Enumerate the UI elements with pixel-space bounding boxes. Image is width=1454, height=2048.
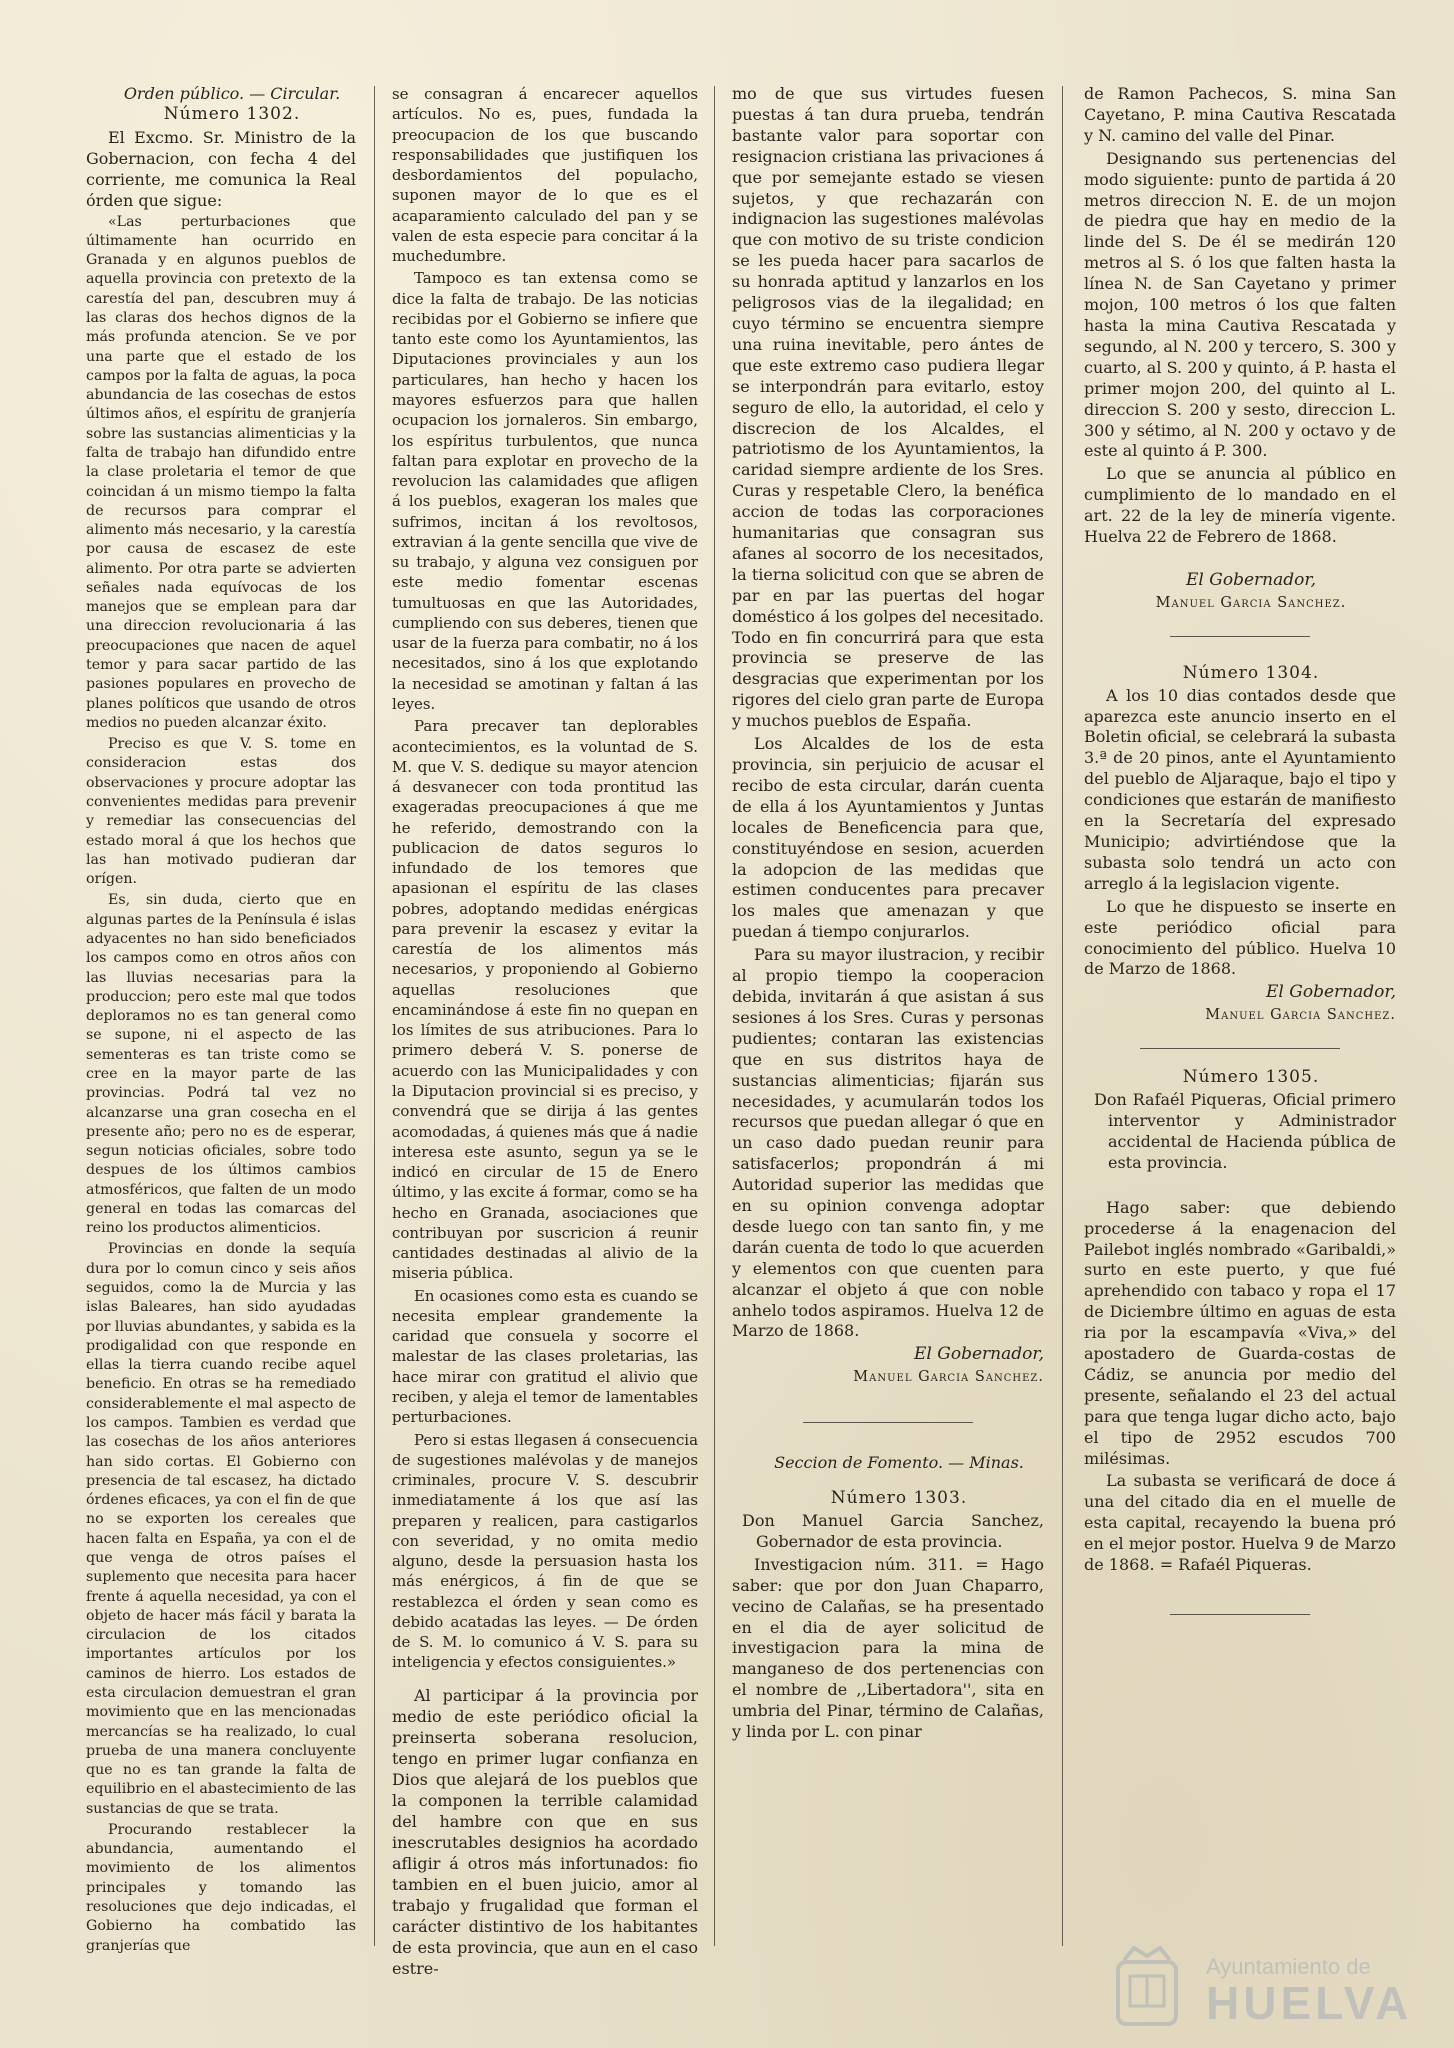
column-divider bbox=[1062, 86, 1063, 1946]
watermark bbox=[1096, 1942, 1426, 2028]
section-divider bbox=[803, 1422, 973, 1423]
paragraph: Para su mayor ilustracion, y recibir al propio tiempo la cooperacion debida, invitarán á que asistan á sus sesiones á los Sres. Curas y personas pudientes; contaran las existencias que en sus distritos haya de sustancias alimenticias; fijarán sus necesidades, y acumularán todos los recursos que puedan allegar ó que en un caso dado puedan reunir para satisfacerlos; propondrán á mi Autoridad superior las medidas que en su opinion convenga adoptar desde luego con tan santo fin, y me darán cuenta de todo lo que acuerden y elementos con que cuenten para alcanzar el objeto á que con noble anhelo todos aspiramos. Huelva 12 de Marzo de 1868. bbox=[732, 945, 1044, 1341]
paragraph: En ocasiones como esta es cuando se necesita emplear grandemente la caridad que consuela y socorre el malestar de las clases proletarias, las hace mirar con gratitud el alivio que reciben, y aleja el temor de lamentables perturbaciones. bbox=[392, 1286, 698, 1427]
paragraph: Investigacion núm. 311. = Hago saber: que por don Juan Chaparro, vecino de Calañas, se ha presentado en el dia de ayer solicitud de investigacion para la mina de manganeso de dos pertenencias con el nombre de ,,Libertadora'', sita en umbria del Pinar, término de Calañas, y linda por L. con pinar bbox=[732, 1554, 1044, 1742]
notice-number-1302: Número 1302. bbox=[163, 104, 301, 125]
paragraph: Don Manuel Garcia Sanchez, Gobernador de esta provincia. bbox=[742, 1511, 1044, 1551]
paragraph: Pero si estas llegasen á consecuencia de sugestiones malévolas y de manejos criminales, procure V. S. descubrir inmediatamente á los que así las preparen y realicen, para castigarlos con severidad, y no omita medio alguno, desde la persuasion hasta los más enérgicos, á fin de que se restablezca el órden y sean como es debido acatadas las leyes. — De órden de S. M. lo comunico á V. S. para su inteligencia y efectos consiguientes.» bbox=[392, 1430, 698, 1672]
signature-name: Manuel Garcia Sanchez. bbox=[1155, 594, 1347, 611]
column-divider bbox=[714, 86, 715, 1946]
section-heading-orden-publico: Orden público. — Circular. bbox=[123, 84, 341, 103]
section-divider bbox=[1140, 1048, 1340, 1049]
paragraph: Es, sin duda, cierto que en algunas partes de la Península é islas adyacentes no han sido beneficiados los campos como en otros años con las lluvias necesarias para la produccion; pero este mal que todos deploramos no es tan general como se supone, ni el aspecto de las sementeras es tan triste como se cree en la mayor parte de las provincias. Podrá tal vez no alcanzarse una gran cosecha en el presente año; pero no es de esperar, segun noticias oficiales, sobre todo despues de los últimos cambios atmosféricos, que falten de un modo general en todas las comarcas del reino los productos alimenticios. bbox=[86, 892, 356, 1237]
paragraph: Lo que se anuncia al público en cumplimiento de lo mandado en el art. 22 de la ley de minería vigente. Huelva 22 de Febrero de 1868. bbox=[1084, 464, 1396, 547]
column-4 bbox=[1084, 84, 1396, 1629]
section-divider bbox=[1170, 636, 1310, 637]
paragraph: de Ramon Pachecos, S. mina San Cayetano, P. mina Cautiva Rescatada y N. camino del valle del Pinar. bbox=[1084, 84, 1396, 145]
city-seal-icon bbox=[1104, 1942, 1190, 2028]
column-divider bbox=[374, 86, 375, 1946]
signature-role: El Gobernador, bbox=[914, 1344, 1044, 1365]
paragraph: Lo que he dispuesto se inserte en este periódico oficial para conocimiento del público. Huelva 10 de Marzo de 1868. bbox=[1084, 896, 1396, 979]
column-2 bbox=[392, 84, 698, 1981]
paragraph: se consagran á encarecer aquellos artículos. No es, pues, fundada la preocupacion de los que buscando responsabilidades que justifiquen los desbordamientos del populacho, suponen mayor de lo que es el acaparamiento calculado del pan y se valen de esta especie para concitar á la muchedumbre. bbox=[392, 85, 698, 266]
signature-name: Manuel Garcia Sanchez. bbox=[1205, 1007, 1396, 1024]
column-3 bbox=[732, 84, 1044, 1745]
notice-number-1303: Número 1303. bbox=[830, 1488, 968, 1509]
paragraph: Los Alcaldes de los de esta provincia, sin perjuicio de acusar el recibo de esta circular, darán cuenta de ella á los Ayuntamientos y Juntas locales de Beneficencia para que, constituyéndose en sesion, acuerden la adopcion de las medidas que estimen conducentes para precaver los males que amenazan y que puedan á tiempo conjurarlos. bbox=[732, 734, 1044, 942]
paragraph: Provincias en donde la sequía dura por lo comun cinco y seis años seguidos, como la de Murcia y las islas Baleares, han sido ayudadas por lluvias abundantes, y sabida es la prodigalidad con que responde en ellas la tierra cuando recibe aquel beneficio. En otras se ha remediado considerablemente el mal aspecto de los campos. Tambien es verdad que las cosechas de los años anteriores han sido cortas. El Gobierno con presencia de tal escasez, ha dictado órdenes eficaces, ya con el fin de que no se exporten los cereales que hacen falta en España, ya con el de que venga de otros países el suplemento que necesita para hacer frente á aquella necesidad, ya con el objeto de hacer más fácil y barata la circulacion de los citados importantes artículos por los caminos de hierro. Los estados de esta circulacion demuestran el gran movimiento que en las mencionadas mercancías se ha realizado, lo cual prueba de una manera concluyente que no es tan grande la falta de equilibrio en el abastecimiento de las sustancias de que se trata. bbox=[86, 1241, 356, 1817]
paragraph: Procurando restablecer la abundancia, aumentando el movimiento de los alimentos principales y tomando las resoluciones que dejo indicadas, el Gobierno ha combatido las granjerías que bbox=[86, 1821, 356, 1954]
paragraph: Designando sus pertenencias del modo siguiente: punto de partida á 20 metros direccion N. E. de un mojon de piedra que hay en medio de la linde del S. De él se medirán 120 metros al S. ó los que falten hasta la línea N. de San Cayetano y primer mojon, 100 metros ó los que falten hasta la mina Cautiva Rescatada y segundo, al N. 200 y tercero, S. 300 y cuarto, al S. 200 y quinto, á P. hasta el primer mojon 200, del quinto al L. direccion S. 200 y sesto, direccion L. 300 y sétimo, al N. 200 y octavo y de este al quinto á P. 300. bbox=[1084, 148, 1396, 461]
paragraph: mo de que sus virtudes fuesen puestas á tan dura prueba, tendrán bastante valor para soportar con resignacion cristiana las privaciones á que por semejante estado se viesen sujetos, y que rechazarán con indignacion las sugestiones malévolas que con motivo de su triste condicion se les pueda hacer para sacarlos de su honrada aptitud y lanzarlos en los peligrosos vias de la ilegalidad; en cuyo término se encuentra siempre una ruina inevitable, pero ántes de que este extremo caso pudiera llegar se interpondrán para evitarlo, estoy seguro de ello, la autoridad, el celo y discrecion de los Alcaldes, el patriotismo de los Ayuntamientos, la caridad siempre ardiente de los Sres. Curas y respetable Clero, la benéfica accion de todas las corporaciones humanitarias que consagran sus afanes al socorro de los necesitados, la tierna solicitud con que se abren de par en par las puertas del hogar doméstico á los golpes del necesitado. Todo en fin concurrirá para que esta provincia se preserve de las desgracias que experimentan por los rigores del cielo gran parte de Europa y muchos pueblos de España. bbox=[732, 84, 1044, 731]
section-heading-fomento: Seccion de Fomento. — Minas. bbox=[774, 1453, 1024, 1473]
signature-name: Manuel Garcia Sanchez. bbox=[853, 1369, 1044, 1386]
paragraph: Hago saber: que debiendo procederse á la enagenacion del Pailebot inglés nombrado «Garibaldi,» surto en este puerto, y que fué aprehendido con tabaco y ropa el 17 de Diciembre último en aguas de esta ria por la escampavía «Viva,» del apostadero de Guarda-costas de Cádiz, se anuncia por medio del presente, señalando el 23 del actual para que tenga lugar dicho acto, bajo el tipo de 2952 escudos 700 milésimas. bbox=[1084, 1197, 1396, 1468]
section-divider bbox=[1170, 1614, 1310, 1615]
paragraph: Tampoco es tan extensa como se dice la falta de trabajo. De las noticias recibidas por el Gobierno se infiere que tanto este como los Ayuntamientos, las Diputaciones provinciales y aun los particulares, han hecho y hacen los mayores esfuerzos para que hallen ocupacion los jornaleros. Sin embargo, los espíritus turbulentos, que nunca faltan para explotar en provecho de la revolucion las calamidades que afligen á los pueblos, exageran los males que sufrimos, incitan á los revoltosos, extravian á la gente sencilla que vive de su trabajo, y alguna vez consiguen por este medio fomentar escenas tumultuosas en que las Autoridades, cumpliendo con sus deberes, tienen que usar de la fuerza para combatir, no á los necesitados, sino á los que explotando la necesidad se amotinan y faltan á las leyes. bbox=[392, 269, 698, 713]
watermark-line-2: HUELVA bbox=[1206, 1977, 1413, 2029]
paragraph: Preciso es que V. S. tome en consideracion estas dos observaciones y procure adoptar las convenientes medidas para prevenir y remediar las consecuencias del estado moral á que los hechos que las han motivado pudieran dar orígen. bbox=[86, 736, 356, 888]
paragraph: «Las perturbaciones que últimamente han ocurrido en Granada y en algunos pueblos de aquella provincia con pretexto de la carestía del pan, descubren muy á las claras dos hechos dignos de la más profunda atencion. Se ve por una parte que el estado de los campos por la falta de aguas, la poca abundancia de las cosechas de estos últimos años, el espíritu de granjería sobre las sustancias alimenticias y la falta de trabajo han difundido entre la clase proletaria el temor de que coincidan á un mismo tiempo la falta de recursos para comprar el alimento más necesario, y la carestía por causa de escasez de este alimento. Por otra parte se advierten señales nada equívocas de los manejos que se emplean para dar una direccion revolucionaria á las preocupaciones que nacen de aquel temor y para sacar partido de las pasiones populares en provecho de planes políticos que usando de otros medios no pueden alcanzar éxito. bbox=[86, 213, 356, 731]
column-1 bbox=[86, 84, 356, 1958]
watermark-line-1: Ayuntamiento de bbox=[1206, 1954, 1371, 1979]
paragraph: Al participar á la provincia por medio de este periódico oficial la preinserta soberana resolucion, tengo en primer lugar confianza en Dios que alejará de los pueblos que la componen la terrible calamidad del hambre con que en sus inescrutables designios ha acordado afligir á otros más infortunados: fio tambien en el buen juicio, amor al trabajo y frugalidad que forman el carácter distintivo de los habitantes de esta provincia, que aun en el caso estre- bbox=[392, 1685, 698, 1978]
paragraph: Para precaver tan deplorables acontecimientos, es la voluntad de S. M. que V. S. dedique su mayor atencion á desvanecer con toda prontitud las exageradas preocupaciones á que me he referido, demostrando con la publicacion de datos seguros lo infundado de los temores que apasionan el espíritu de las clases pobres, adoptando medidas enérgicas para prevenir la escasez y evitar la carestía de los alimentos más necesarios, y proponiendo al Gobierno aquellas resoluciones que encaminándose á este fin no quepan en los límites de sus atribuciones. Para lo primero deberá V. S. ponerse de acuerdo con las Municipalidades y con la Diputacion provincial si es preciso, y convendrá que se dirija á las gentes acomodadas, á quienes más que á nadie interesa este asunto, segun ya se le indicó en circular de 15 de Enero último, y las excite á formar, como se ha hecho en Granada, asociaciones que contribuyan por suscricion á reunir cantidades destinadas al alivio de la miseria pública. bbox=[392, 717, 698, 1283]
paragraph: A los 10 dias contados desde que aparezca este anuncio inserto en el Boletin oficial, se celebrará la subasta 3.ª de 20 pinos, ante el Ayuntamiento del pueblo de Aljaraque, bajo el tipo y condiciones que estarán de manifiesto en la Secretaría del expresado Municipio; advirtiéndose que la subasta solo tendrá un acto con arreglo á la legislacion vigente. bbox=[1084, 685, 1396, 893]
signature-role: El Gobernador, bbox=[1266, 982, 1396, 1003]
signature-role: El Gobernador, bbox=[1186, 569, 1316, 590]
intro-paragraph: El Excmo. Sr. Ministro de la Gobernacion, con fecha 4 del corriente, me comunica la Real órden que sigue: bbox=[86, 127, 356, 210]
notice-number-1305: Número 1305. bbox=[1182, 1067, 1320, 1088]
paragraph: Don Rafaél Piqueras, Oficial primero interventor y Administrador accidental de Hacienda pública de esta provincia. bbox=[1094, 1090, 1396, 1172]
paragraph: La subasta se verificará de doce á una del citado dia en el muelle de esta capital, recayendo la buena pró en el mejor postor. Huelva 9 de Marzo de 1868. = Rafaél Piqueras. bbox=[1084, 1471, 1396, 1575]
notice-number-1304: Número 1304. bbox=[1182, 662, 1320, 683]
